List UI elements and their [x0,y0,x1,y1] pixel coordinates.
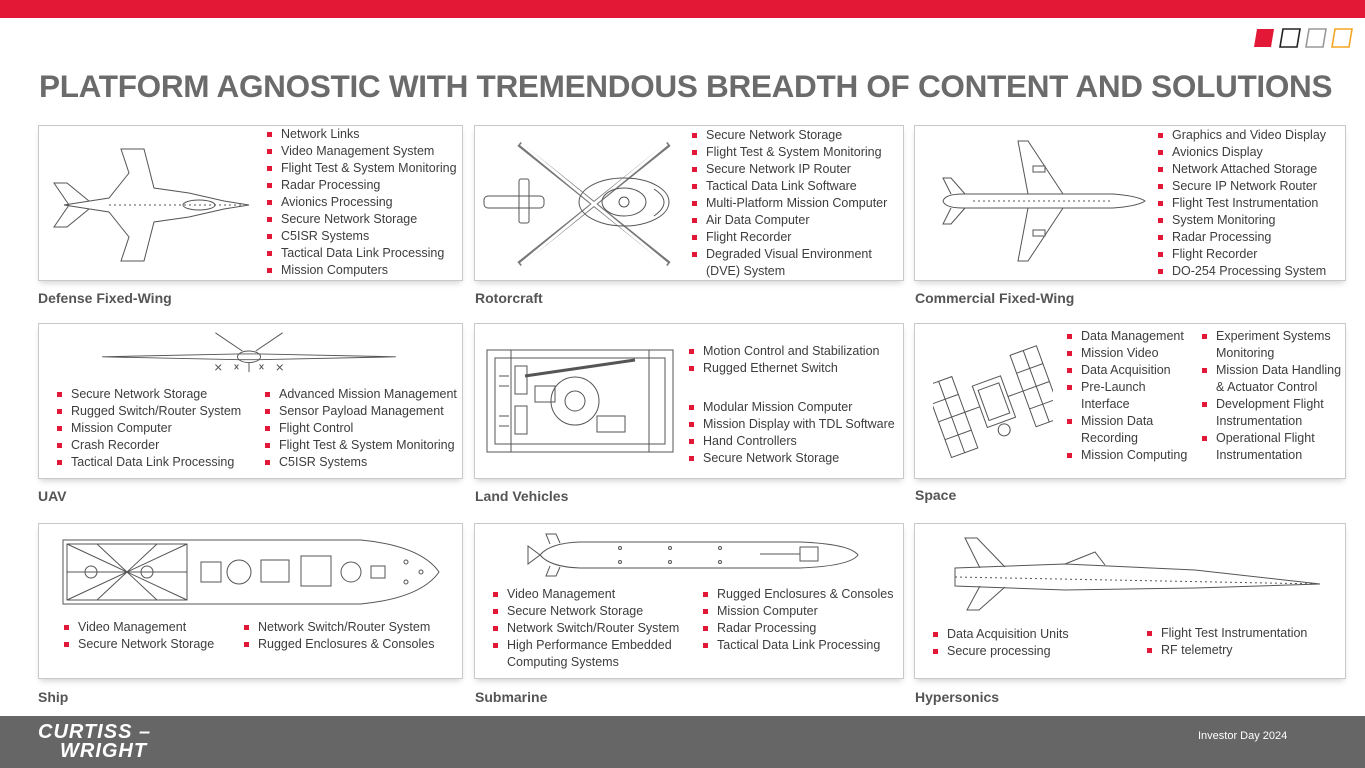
list-item: DO-254 Processing System [1156,263,1326,280]
ship-capability-list-2 [242,619,435,653]
list-item: Tactical Data Link Processing [701,637,894,654]
list-item: Flight Control [263,420,457,437]
list-item: Video Management [491,586,691,603]
submarine-capability-list-1 [491,586,691,671]
rotorcraft-capability-list [690,127,887,246]
brand-squares-icon [1253,28,1357,48]
list-item: Advanced Mission Management [263,386,457,403]
list-item: Multi-Platform Mission Computer [690,195,887,212]
platform-label-defense: Defense Fixed-Wing [38,290,172,306]
list-item: Secure Network Storage [687,450,895,467]
space-capability-list-2 [1200,328,1346,464]
list-item: Network Links [265,126,457,143]
platform-label-space: Space [915,487,957,503]
submarine-capability-list-2 [701,586,894,654]
page-title: PLATFORM AGNOSTIC WITH TREMENDOUS BREADTH OF CONTENT AND SOLUTIONS [39,68,1333,104]
platform-label-hypersonics: Hypersonics [915,689,1000,705]
list-item: Data Acquisition Units [931,626,1069,643]
list-item: Flight Test & System Monitoring [690,144,887,161]
defense-capability-list [265,126,457,279]
list-item: Mission Data Recording [1065,413,1155,447]
list-item: Flight Test Instrumentation [1156,195,1326,212]
brand-logo-line-1: CURTISS – [38,721,152,743]
list-item: Flight Test Instrumentation [1145,625,1307,642]
list-item: Radar Processing [265,177,457,194]
platform-label-uav: UAV [38,488,67,504]
list-item: RF telemetry [1145,642,1307,659]
list-item: Radar Processing [1156,229,1326,246]
list-item: Experiment Systems Monitoring [1200,328,1346,362]
satellite-icon [933,340,1053,464]
list-item: Video Management [62,619,214,636]
list-item: C5ISR Systems [263,454,457,471]
uav-drone-icon [94,328,404,376]
ship-icon [61,536,441,608]
list-item: Operational Flight Instrumentation [1200,430,1346,464]
uav-capability-list-2 [263,386,457,471]
list-item: Data Acquisition [1065,362,1191,379]
list-item: Mission Computing [1065,447,1191,464]
card-space [914,323,1346,479]
list-item: Crash Recorder [55,437,241,454]
list-item: Rugged Ethernet Switch [687,360,880,377]
list-item: Mission Video [1065,345,1191,362]
hypersonics-capability-list-2 [1145,625,1307,659]
list-item: Flight Recorder [1156,246,1326,263]
card-defense-fixed-wing [38,125,463,281]
list-item: Tactical Data Link Software [690,178,887,195]
card-commercial-fixed-wing [914,125,1346,281]
list-item: Tactical Data Link Processing [55,454,241,471]
land-capability-list-2 [687,399,895,467]
list-item: Rugged Enclosures & Consoles [242,636,435,653]
uav-capability-list-1 [55,386,241,471]
list-item: Secure Network Storage [62,636,214,653]
fighter-jet-icon [49,138,259,268]
card-ship [38,523,463,679]
rotorcraft-capability-list-cont [690,246,880,280]
list-item: Development Flight Instrumentation [1200,396,1346,430]
card-land-vehicles [474,323,904,479]
list-item: Graphics and Video Display [1156,127,1326,144]
brand-logo [38,723,151,761]
list-item: Secure Network Storage [55,386,241,403]
airliner-icon [933,136,1153,266]
card-hypersonics [914,523,1346,679]
list-item: Network Switch/Router System [491,620,691,637]
list-item: Flight Test & System Monitoring [263,437,457,454]
list-item: Secure Network Storage [265,211,457,228]
list-item: High Performance Embedded Computing Systems [491,637,687,671]
list-item: Data Management [1065,328,1191,345]
list-item: Secure Network Storage [690,127,887,144]
space-capability-list-1 [1065,328,1191,464]
list-item: Tactical Data Link Processing [265,245,457,262]
list-item: Air Data Computer [690,212,887,229]
submarine-icon [520,530,860,580]
platform-label-land: Land Vehicles [475,488,569,504]
list-item: Motion Control and Stabilization [687,343,880,360]
card-submarine [474,523,904,679]
event-label: Investor Day 2024 [1198,730,1288,742]
list-item: Mission Data Handling & Actuator Control [1200,362,1346,396]
list-item: Video Management System [265,143,457,160]
list-item: Modular Mission Computer [687,399,895,416]
list-item: Secure processing [931,643,1069,660]
list-item: Network Attached Storage [1156,161,1326,178]
list-item: Sensor Payload Management [263,403,457,420]
list-item: Avionics Processing [265,194,457,211]
list-item: Mission Computer [701,603,894,620]
list-item: Flight Test & System Monitoring [265,160,457,177]
list-item: Flight Recorder [690,229,887,246]
list-item: Rugged Switch/Router System [55,403,241,420]
list-item: System Monitoring [1156,212,1326,229]
list-item: Pre-Launch Interface [1065,379,1155,413]
list-item: Degraded Visual Environment (DVE) System [690,246,880,280]
card-rotorcraft [474,125,904,281]
list-item: Radar Processing [701,620,894,637]
top-accent-bar [0,0,1365,18]
brand-logo-line-2: WRIGHT [60,740,148,762]
card-uav [38,323,463,479]
list-item: Avionics Display [1156,144,1326,161]
missile-icon [945,534,1325,614]
list-item: C5ISR Systems [265,228,457,245]
platform-label-commercial: Commercial Fixed-Wing [915,290,1075,306]
list-item: Secure IP Network Router [1156,178,1326,195]
list-item: Network Switch/Router System [242,619,435,636]
platform-label-ship: Ship [38,689,69,705]
list-item: Mission Computers [265,262,457,279]
list-item: Secure Network Storage [491,603,691,620]
land-capability-list-1 [687,343,880,377]
helicopter-icon [479,134,679,274]
list-item: Secure Network IP Router [690,161,887,178]
tank-icon [485,346,675,456]
footer-bar [0,716,1365,768]
platform-label-submarine: Submarine [475,689,548,705]
list-item: Hand Controllers [687,433,895,450]
ship-capability-list-1 [62,619,214,653]
list-item: Mission Display with TDL Software [687,416,895,433]
list-item: Mission Computer [55,420,241,437]
commercial-capability-list [1156,127,1326,280]
platform-label-rotorcraft: Rotorcraft [475,290,543,306]
list-item: Rugged Enclosures & Consoles [701,586,894,603]
hypersonics-capability-list-1 [931,626,1069,660]
